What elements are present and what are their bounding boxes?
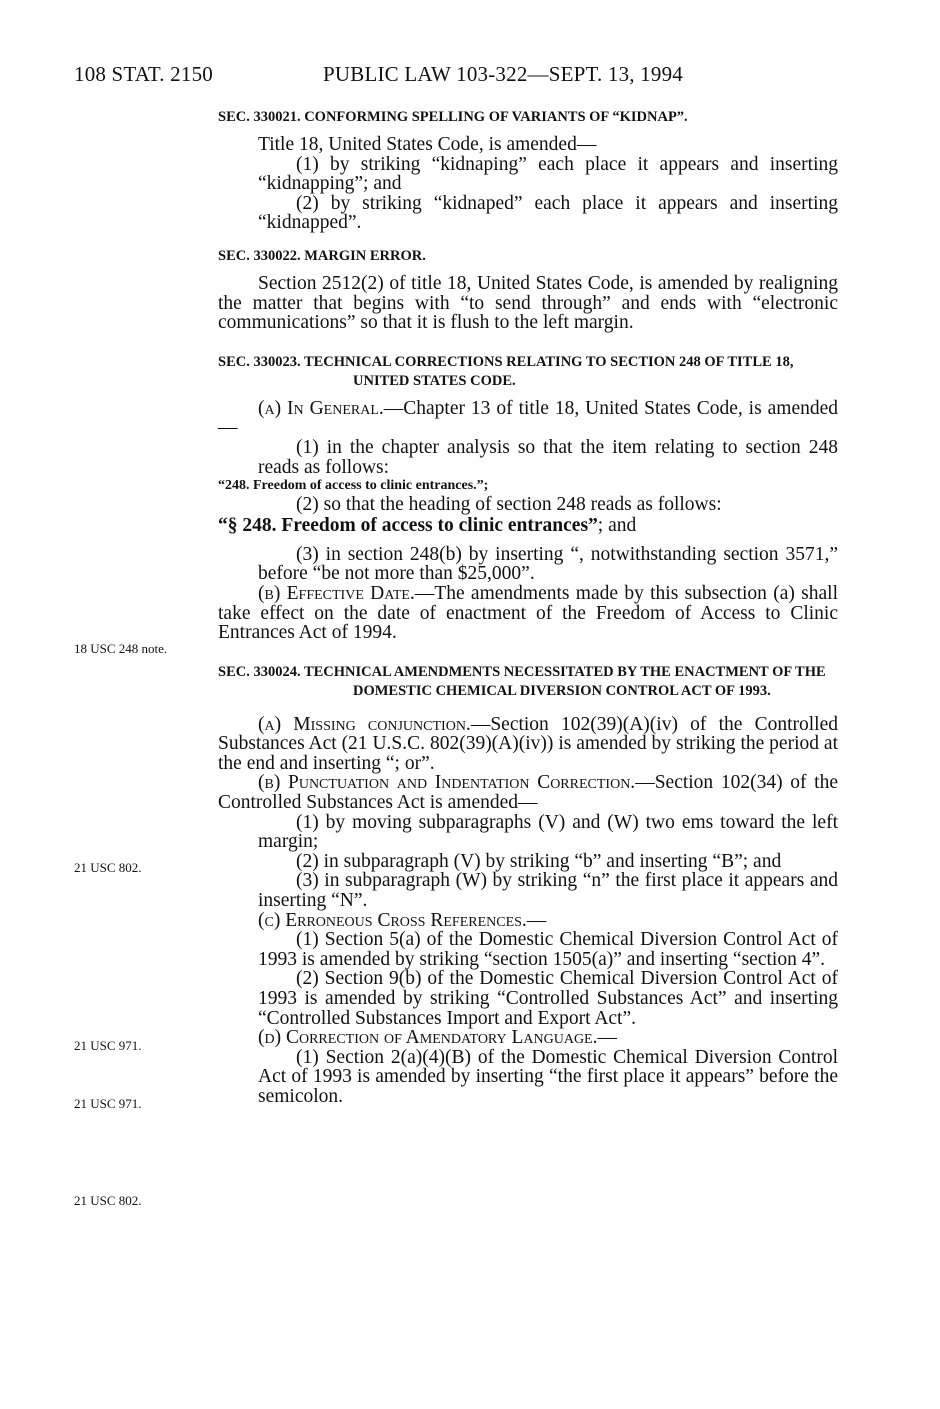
section-heading-330022: SEC. 330022. MARGIN ERROR. [218,247,426,264]
paragraph: (2) in subparagraph (V) by striking “b” and inserting “B”; and [296,850,782,872]
paragraph [218,911,838,931]
margin-note-21usc971-a: 21 USC 971. [74,1038,142,1053]
paragraph: (1) by striking “kidnaping” each place it appears and inserting “kidnapping”; and [258,153,838,195]
paragraph [218,584,838,643]
paragraph: (1) Section 5(a) of the Domestic Chemical Diversion Control Act of 1993 is amended by striking “section 1505(a)” and inserting “section 4”. [258,929,838,970]
section-heading-330023: SEC. 330023. TECHNICAL CORRECTIONS RELATING TO SECTION 248 OF TITLE 18, UNITED STATES CODE. [218,353,794,389]
subsection-text: — [597,1027,617,1049]
margin-note-18usc248: 18 USC 248 note. [74,641,168,656]
section-heading-330024: SEC. 330024. TECHNICAL AMENDMENTS NECESSITATED BY THE ENACTMENT OF THE DOMESTIC CHEMICAL DIVERSION CONTROL ACT OF 1993. [218,663,826,699]
subsection-label: (a) In General. [258,397,384,419]
paragraph: (3) in subparagraph (W) by striking “n” the first place it appears and inserting “N”. [258,870,838,912]
paragraph: (3) in section 248(b) by inserting “, notwithstanding section 3571,” before “be not more than $25,000”. [258,543,838,585]
section-heading-330021: SEC. 330021. CONFORMING SPELLING OF VARIANTS OF “KIDNAP”. [218,109,688,125]
paragraph: (1) by moving subparagraphs (V) and (W) two ems toward the left margin; [258,811,838,853]
bold-heading-tail: ; and [597,514,637,536]
page-running-head: PUBLIC LAW 103-322—SEPT. 13, 1994 [323,62,683,86]
margin-note-21usc802-b: 21 USC 802. [74,1193,142,1208]
paragraph [218,1028,838,1048]
margin-note-21usc971-b: 21 USC 971. [74,1096,142,1111]
subsection-text: —Section 102(39)(A)(iv) of the Controlled Substances Act (21 U.S.C. 802(39)(A)(iv)) is amended by striking the period at the end and inserting “; or”. [218,713,838,774]
margin-note-21usc802: 21 USC 802. [74,860,142,875]
paragraph: Section 2512(2) of title 18, United States Code, is amended by realigning the matter that begins with “to send through” and ends with “electronic communications” so that it is flush to the left margin. [218,272,838,334]
document-body [218,108,838,1107]
subsection-label: (d) Correction of Amendatory Language. [258,1027,598,1049]
paragraph: (1) Section 2(a)(4)(B) of the Domestic Chemical Diversion Control Act of 1993 is amended by inserting “the first place it appears” before the semicolon. [258,1046,838,1107]
paragraph: (2) so that the heading of section 248 reads as follows: [296,494,722,516]
subsection-text: —Chapter 13 of title 18, United States Code, is amended— [218,397,839,439]
bold-heading-text: “§ 248. Freedom of access to clinic entrances” [218,514,598,536]
subsection-text: —Section 102(34) of the Controlled Substances Act is amended— [218,772,838,814]
subsection-label: (c) Erroneous Cross References. [258,909,527,931]
paragraph: (1) in the chapter analysis so that the item relating to section 248 reads as follows: [258,436,838,478]
paragraph [218,399,838,438]
chapter-analysis-item: “248. Freedom of access to clinic entrances.”; [218,478,489,494]
section-248-heading [218,515,838,537]
page-stat-citation: 108 STAT. 2150 [74,62,213,86]
subsection-text: —The amendments made by this subsection (a) shall take effect on the date of enactment of the Freedom of Access to Clinic Entrances Act of 1994. [218,582,838,644]
subsection-label: (a) Missing conjunction. [258,713,471,735]
paragraph: (2) Section 9(b) of the Domestic Chemical Diversion Control Act of 1993 is amended by striking “Controlled Substances Act” and inserting “Controlled Substances Import and Export Act”. [258,968,838,1029]
paragraph [218,773,838,812]
paragraph: Title 18, United States Code, is amended— [258,134,597,155]
subsection-label: (b) Punctuation and Indentation Correction. [258,772,636,794]
subsection-text: — [526,909,547,931]
paragraph: (2) by striking “kidnaped” each place it appears and inserting “kidnapped”. [258,192,838,234]
subsection-label: (b) Effective Date. [258,582,415,604]
paragraph [218,715,838,774]
